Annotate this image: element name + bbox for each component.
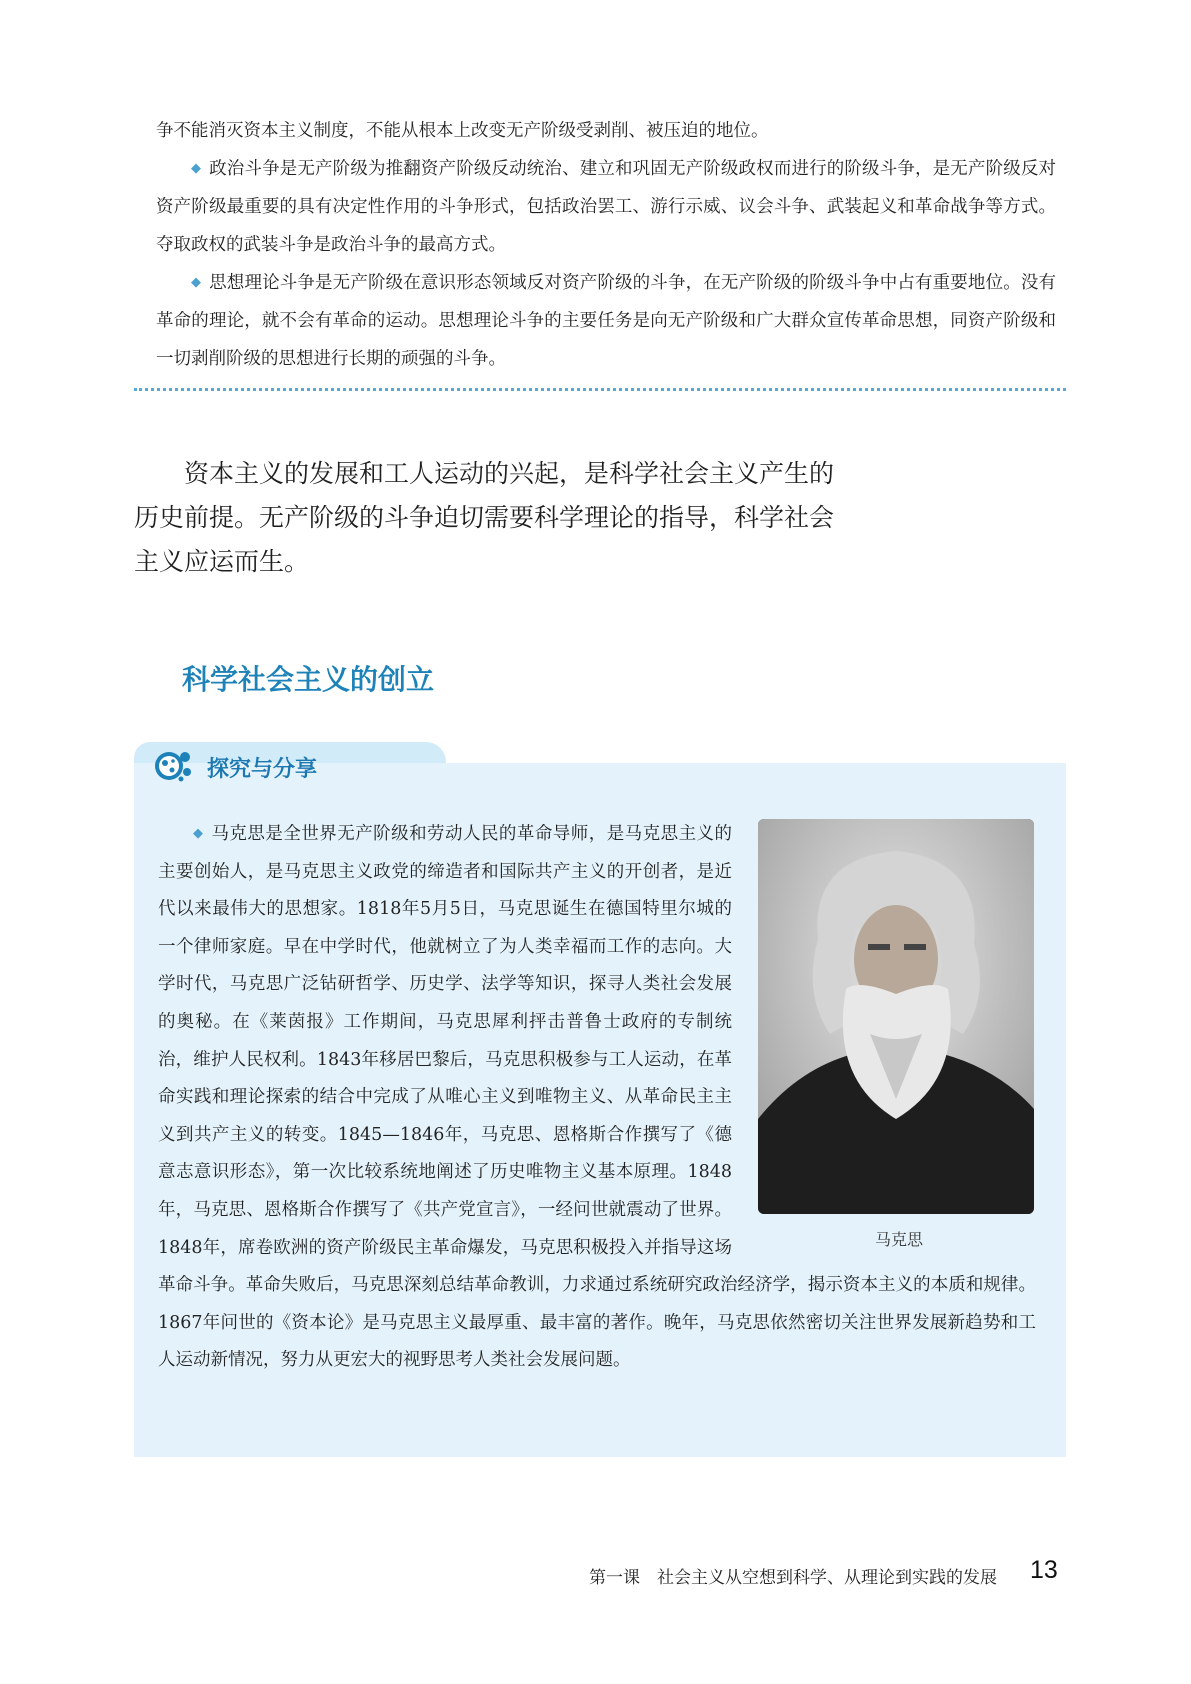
note-ideological-struggle (156, 264, 1056, 378)
dotted-divider (134, 388, 1066, 391)
explore-share-title: 探究与分享 (207, 757, 318, 782)
marx-portrait-image (758, 819, 1034, 1214)
footer-chapter-title: 第一课 社会主义从空想到科学、从理论到实践的发展 (589, 1568, 997, 1588)
diamond-bullet-icon: ◆ (193, 826, 204, 841)
explore-share-text-block (158, 815, 1036, 1380)
magnifier-globe-icon (152, 748, 196, 784)
page-number: 13 (1030, 1556, 1058, 1584)
portrait-drawing (758, 819, 1034, 1214)
body-paragraph: 资本主义的发展和工人运动的兴起，是科学社会主义产生的历史前提。无产阶级的斗争迫切需要科学理论的指导，科学社会主义应运而生。 (134, 460, 835, 576)
diamond-bullet-icon: ◆ (191, 161, 202, 176)
diamond-bullet-icon: ◆ (191, 275, 202, 290)
note-political-struggle (156, 150, 1056, 264)
explore-share-text: 马克思是全世界无产阶级和劳动人民的革命导师，是马克思主义的主要创始人，是马克思主义政党的缔造者和国际共产主义的开创者，是近代以来最伟大的思想家。1818年5月5日，马克思诞生在德国特里尔城的一个律师家庭。早在中学时代，他就树立了为人类幸福而工作的志向。大学时代，马克思广泛钻研哲学、历史学、法学等知识，探寻人类社会发展的奥秘。在《莱茵报》工作期间，马克思犀利抨击普鲁士政府的专制统治，维护人民权利。1843年移居巴黎后，马克思积极参与工人运动，在革命实践和理论探索的结合中完成了从唯心主义到唯物主义、从革命民主主义到共产主义的转变。1845—1846年，马克思、恩格斯合作撰写了《德意志意识形态》，第一次比较系统地阐述了历史唯物主义基本原理。1848年，马克思、恩格斯合作撰写了《共产党宣言》，一经问世就震动了世界。1848年，席卷欧洲的资产阶级民主革命爆发，马克思积极投入并指导这场革命斗争。革命失败后，马克思深刻总结革命教训，力求通过系统研究政治经济学，揭示资本主义的本质和规律。1867年问世的《资本论》是马克思主义最厚重、最丰富的著作。晚年，马克思依然密切关注世界发展新趋势和工人运动新情况，努力从更宏大的视野思考人类社会发展问题。 (158, 824, 1036, 1371)
note-block (156, 112, 1056, 378)
section-heading: 科学社会主义的创立 (182, 663, 435, 696)
portrait-caption: 马克思 (875, 1230, 924, 1249)
note-political-struggle-text: 政治斗争是无产阶级为推翻资产阶级反动统治、建立和巩固无产阶级政权而进行的阶级斗争，是无产阶级反对资产阶级最重要的具有决定性作用的斗争形式，包括政治罢工、游行示威、议会斗争、武装起义和革命战争等方式。夺取政权的武装斗争是政治斗争的最高方式。 (156, 159, 1057, 255)
note-continuation: 争不能消灭资本主义制度，不能从根本上改变无产阶级受剥削、被压迫的地位。 (156, 121, 769, 141)
note-ideological-struggle-text: 思想理论斗争是无产阶级在意识形态领域反对资产阶级的斗争，在无产阶级的阶级斗争中占有重要地位。没有革命的理论，就不会有革命的运动。思想理论斗争的主要任务是向无产阶级和广大群众宣传革命思想，同资产阶级和一切剥削阶级的思想进行长期的顽强的斗争。 (156, 273, 1057, 369)
